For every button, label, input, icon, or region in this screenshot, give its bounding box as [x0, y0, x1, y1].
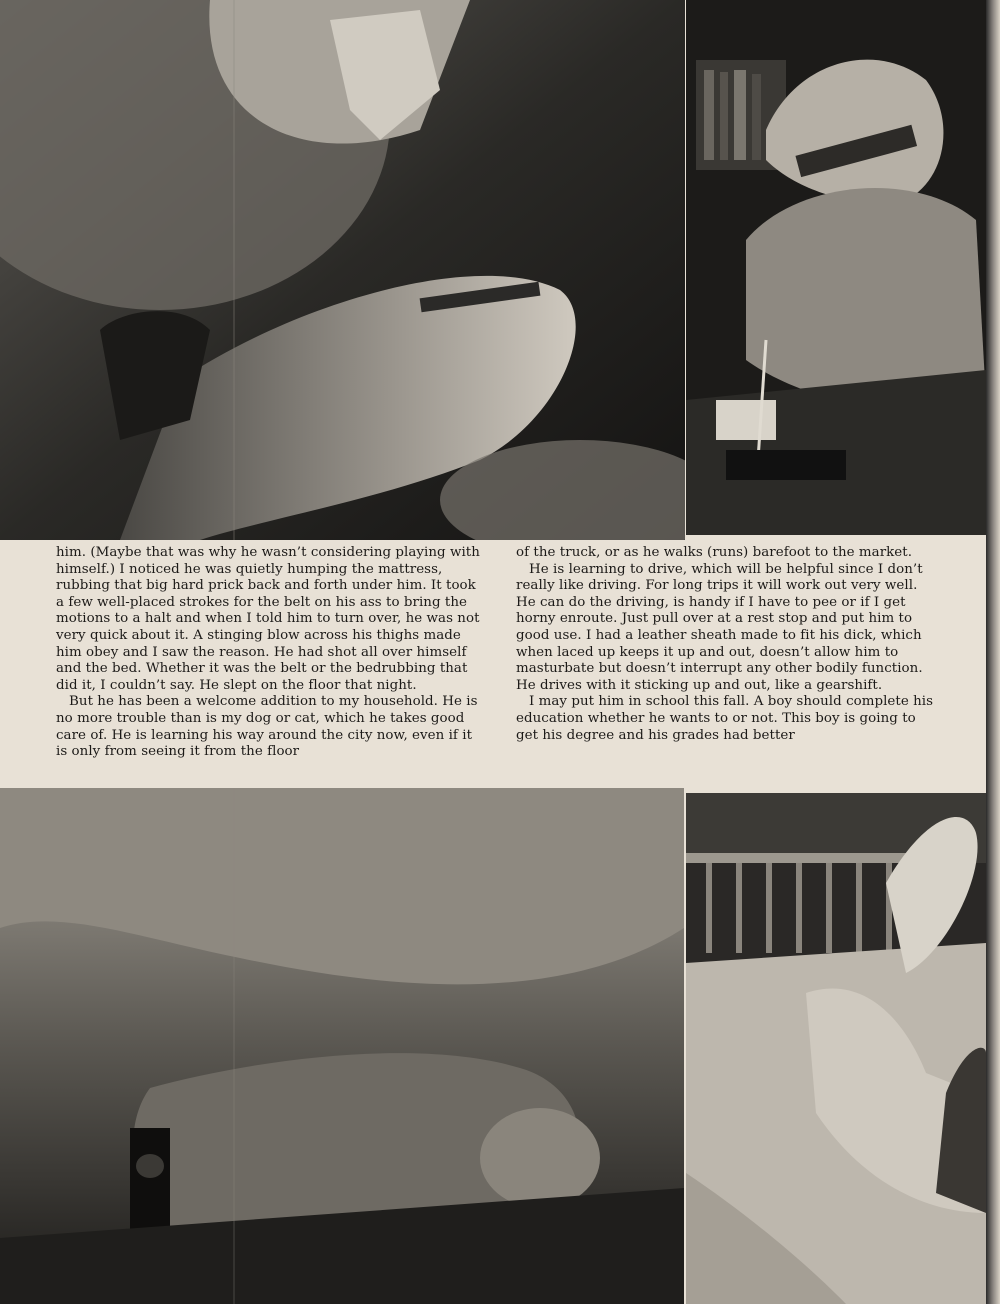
- photo-closeup-icon: [0, 788, 684, 1304]
- article-paragraph: He is learning to drive, which will be helpful since I don’t really like driving. For long trips it will work out very well. He can do the driving, is handy if I have to pee or if I get horny enroute. Just pull over at a rest stop and put him to good use. I had a leather sheath made to fit his dick, which when laced up keeps it up and out, doesn’t allow him to masturbate but doesn’t interrupt any other bodily function. He drives with it sticking up and out, like a gearshift.: [516, 561, 923, 693]
- photo-bed-icon: [686, 793, 986, 1304]
- article-column-right: [516, 545, 936, 744]
- photo-truck-interior: [0, 0, 685, 540]
- article-paragraph: of the truck, or as he walks (runs) barefoot to the market.: [516, 545, 913, 560]
- article-paragraph: But he has been a welcome addition to my household. He is no more trouble than is my dog or cat, which he takes good care of. He is learning his way around the city now, even if it is only from seeing it from the floor: [56, 694, 478, 760]
- article-paragraph: him. (Maybe that was why he wasn’t considering playing with himself.) I noticed he was quietly humping the mattress, rubbing that big hard prick back and forth under him. It took a few well-placed strokes for the belt on his ass to bring the motions to a halt and when I told him to turn over, he was not very quick about it. A stinging blow across his thighs made him obey and I saw the reason. He had shot all over himself and the bed. Whether it was the belt or the bedrubbing that did it, I couldn’t say. He slept on the floor that night.: [56, 545, 480, 693]
- photo-bound-wrists-icon: [686, 0, 986, 535]
- page-edge: [986, 0, 1000, 1304]
- photo-bound-wrists: [686, 0, 986, 535]
- photo-bed: [686, 793, 986, 1304]
- article-column-left: [56, 545, 484, 761]
- photo-truck-interior-icon: [0, 0, 685, 540]
- photo-closeup: [0, 788, 684, 1304]
- article-paragraph: I may put him in school this fall. A boy should complete his education whether he wants to or not. This boy is going to get his degree and his grades had better: [516, 694, 934, 743]
